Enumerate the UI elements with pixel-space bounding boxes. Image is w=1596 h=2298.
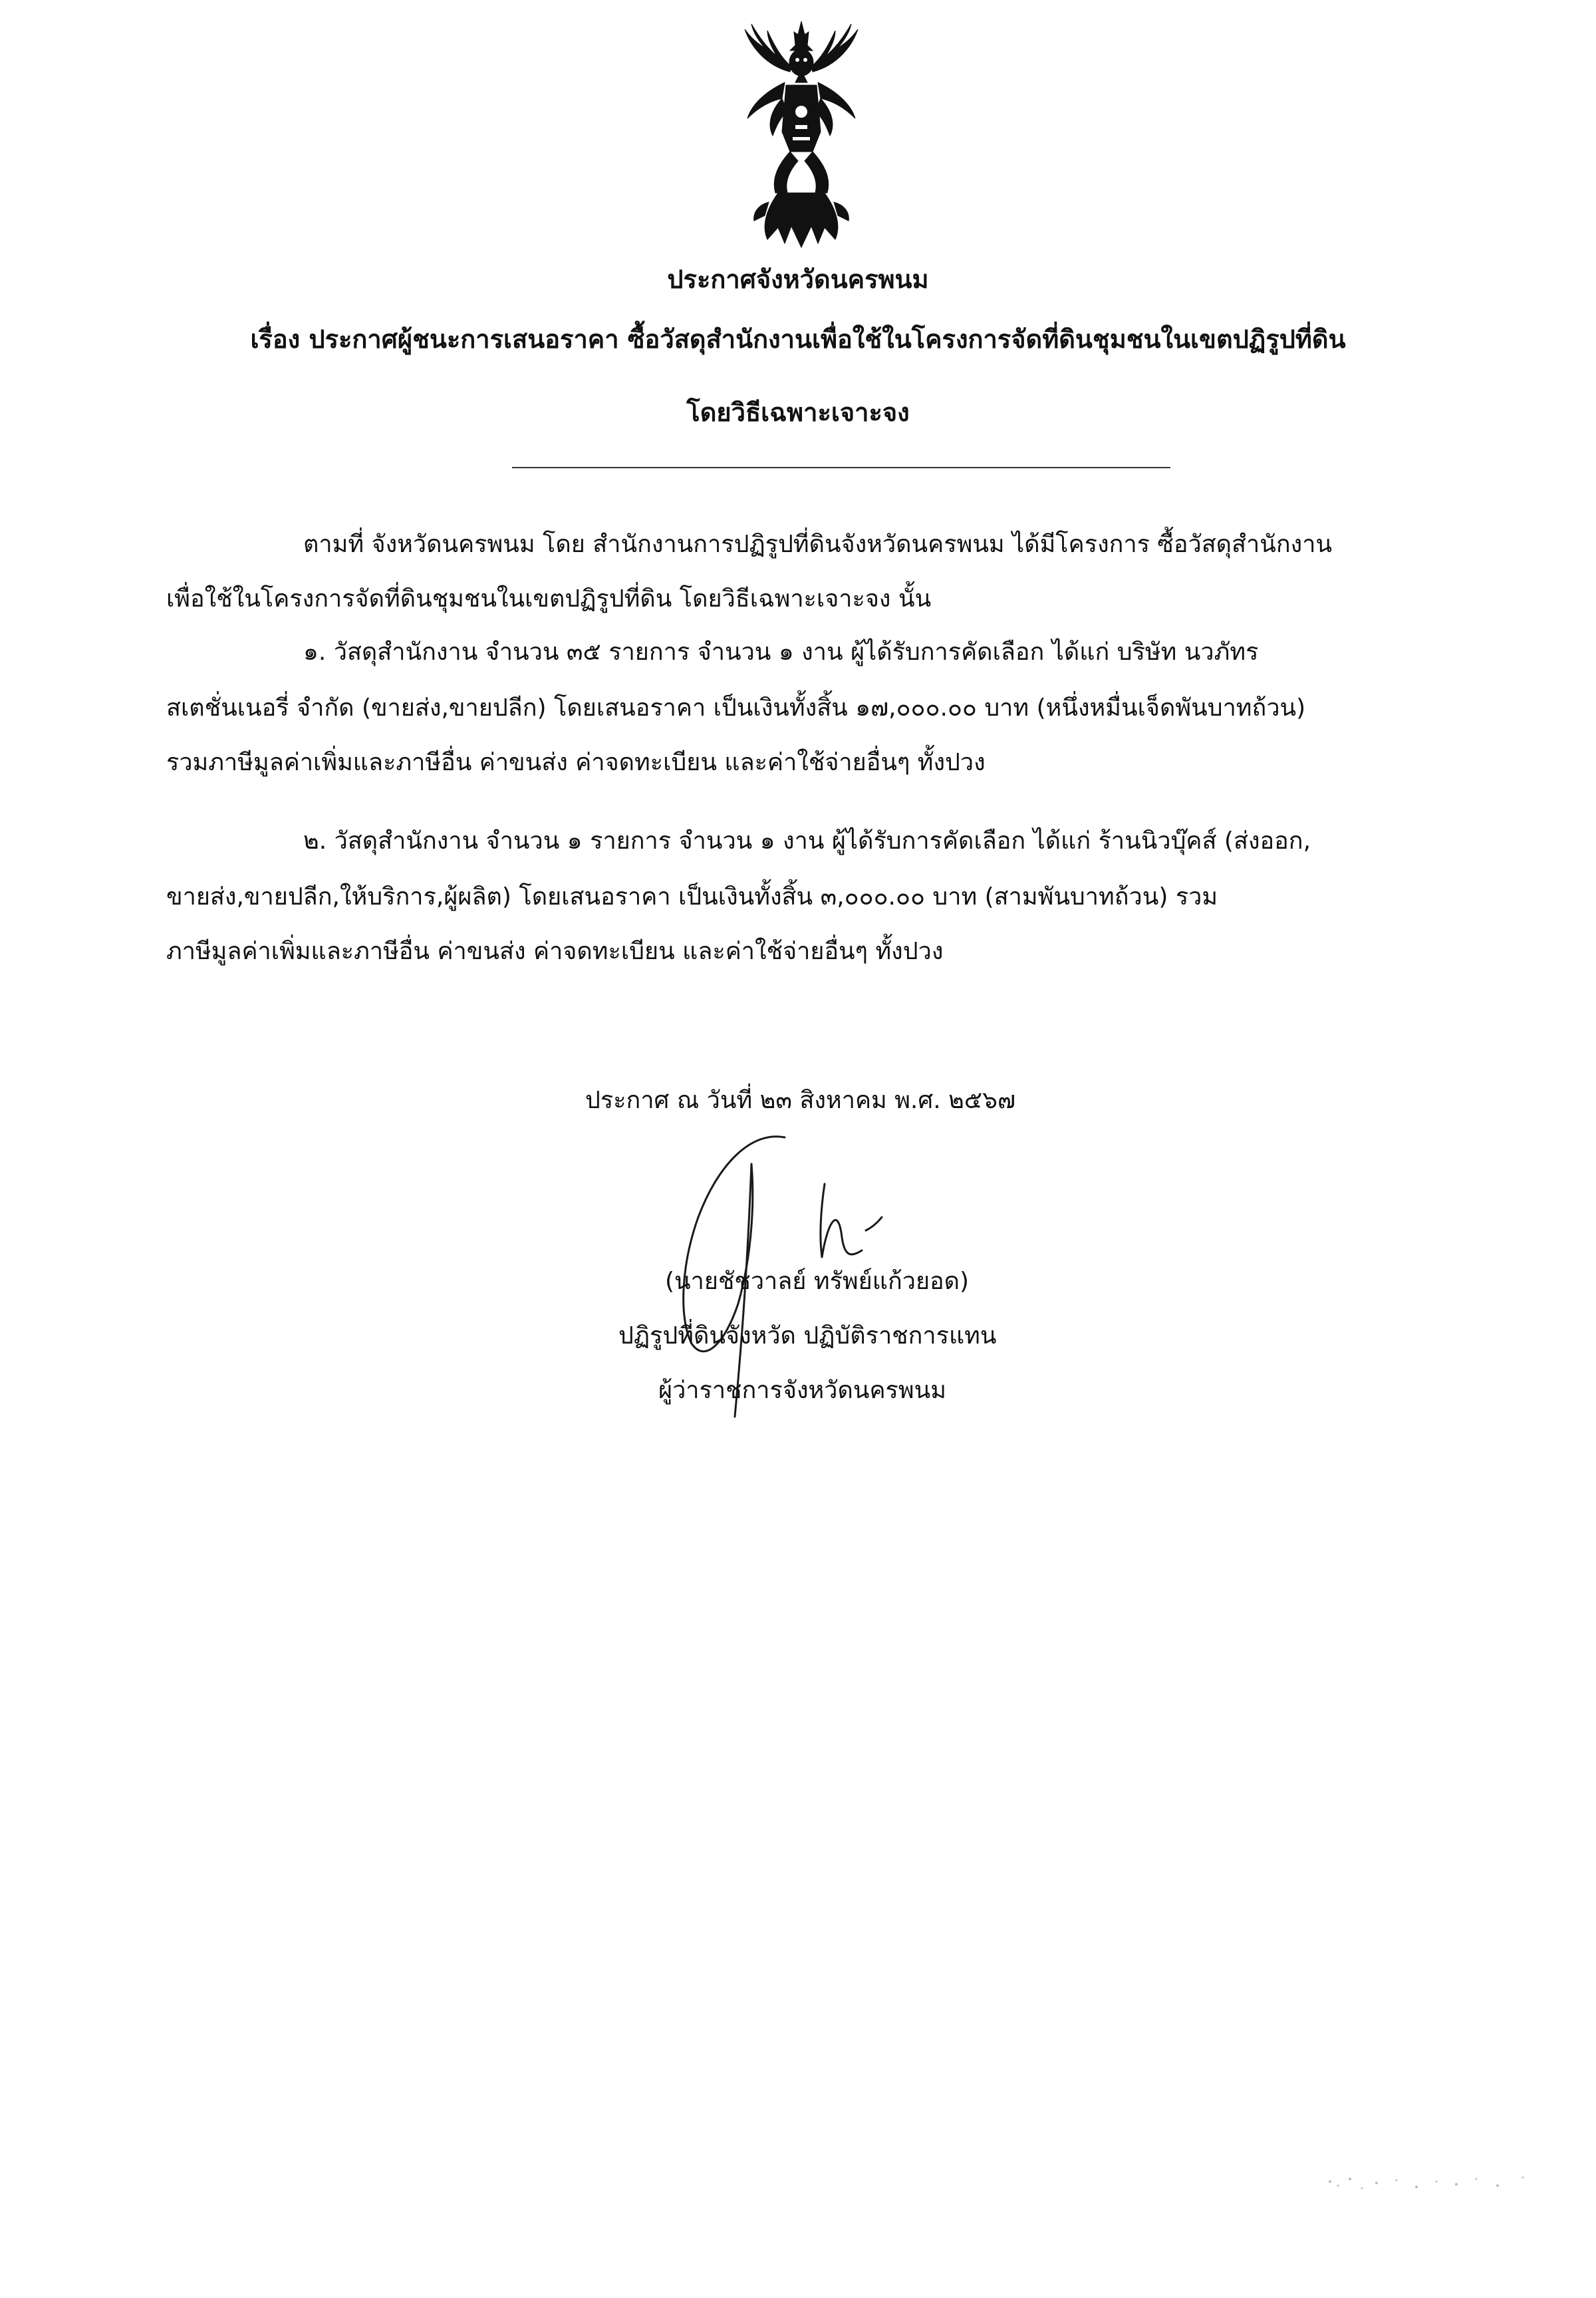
intro-paragraph-line-1: ตามที่ จังหวัดนครพนม โดย สำนักงานการปฏิรูปที่ดินจังหวัดนครพนม ได้มีโครงการ ซื้อวัสดุสำนักงาน [303, 531, 1333, 558]
scan-noise [1323, 2162, 1536, 2208]
item-1-line-3: รวมภาษีมูลค่าเพิ่มและภาษีอื่น ค่าขนส่ง ค่าจดทะเบียน และค่าใช้จ่ายอื่นๆ ทั้งปวง [166, 749, 986, 776]
document-subject: เรื่อง ประกาศผู้ชนะการเสนอราคา ซื้อวัสดุสำนักงานเพื่อใช้ในโครงการจัดที่ดินชุมชนในเขตปฏิรูปที่ดิน [250, 325, 1346, 354]
intro-paragraph-line-2: เพื่อใช้ในโครงการจัดที่ดินชุมชนในเขตปฏิรูปที่ดิน โดยวิธีเฉพาะเจาะจง นั้น [166, 585, 932, 613]
item-1-line-1: ๑. วัสดุสำนักงาน จำนวน ๓๕ รายการ จำนวน ๑ งาน ผู้ได้รับการคัดเลือก ได้แก่ บริษัท นวภัทร [303, 639, 1259, 666]
signer-office: ผู้ว่าราชการจังหวัดนครพนม [658, 1377, 946, 1404]
announcement-date: ประกาศ ณ วันที่ ๒๓ สิงหาคม พ.ศ. ๒๕๖๗ [585, 1087, 1016, 1114]
signer-name: (นายชัชวาลย์ ทรัพย์แก้วยอด) [665, 1268, 970, 1295]
item-2-line-3: ภาษีมูลค่าเพิ่มและภาษีอื่น ค่าขนส่ง ค่าจดทะเบียน และค่าใช้จ่ายอื่นๆ ทั้งปวง [166, 938, 944, 965]
item-1-line-2: สเตชั่นเนอรี่ จำกัด (ขายส่ง,ขายปลีก) โดยเสนอราคา เป็นเงินทั้งสิ้น ๑๗,๐๐๐.๐๐ บาท (หนึ่งหมื่นเจ็ดพันบาทถ้วน) [166, 694, 1306, 722]
document-subject-continued: โดยวิธีเฉพาะเจาะจง [686, 398, 910, 427]
signer-position: ปฏิรูปที่ดินจังหวัด ปฏิบัติราชการแทน [618, 1322, 997, 1350]
garuda-emblem-icon [738, 19, 864, 251]
title-divider [512, 467, 1170, 468]
item-2-line-1: ๒. วัสดุสำนักงาน จำนวน ๑ รายการ จำนวน ๑ งาน ผู้ได้รับการคัดเลือก ได้แก่ ร้านนิวบุ๊คส์ (ส่งออก, [303, 827, 1311, 855]
document-title: ประกาศจังหวัดนครพนม [667, 265, 929, 294]
item-2-line-2: ขายส่ง,ขายปลีก,ให้บริการ,ผู้ผลิต) โดยเสนอราคา เป็นเงินทั้งสิ้น ๓,๐๐๐.๐๐ บาท (สามพันบาทถ้วน) รวม [166, 883, 1218, 911]
